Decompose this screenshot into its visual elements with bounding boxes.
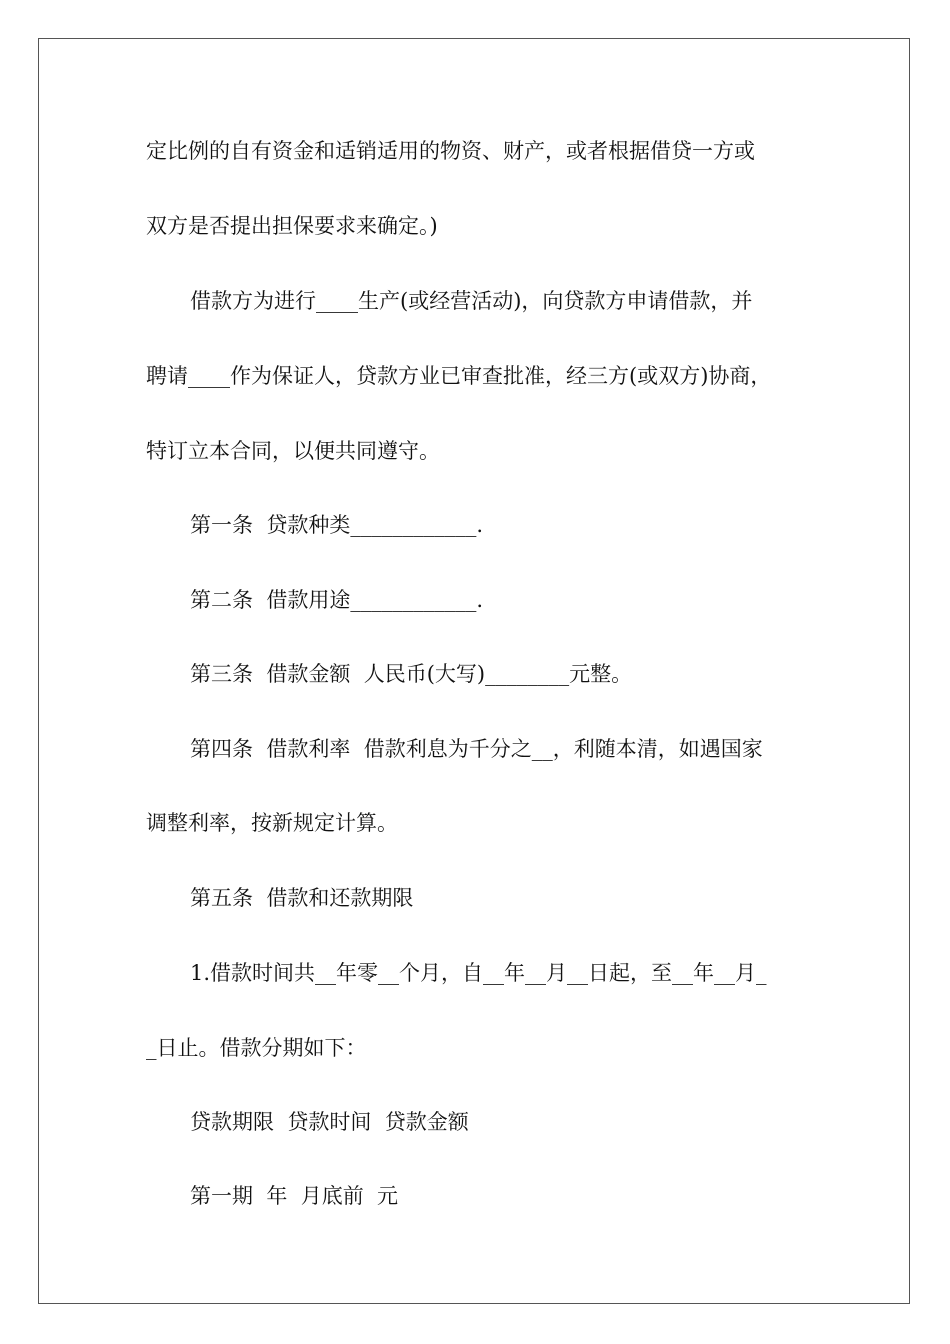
- text-line: 双方是否提出担保要求来确定。): [146, 214, 438, 238]
- text-line: _日止。借款分期如下：: [146, 1036, 367, 1060]
- article-2: 第二条 借款用途____________.: [190, 588, 484, 612]
- article-4: 第四条 借款利率 借款利息为千分之__，利随本清，如遇国家: [190, 737, 763, 761]
- article-1: 第一条 贷款种类____________.: [190, 513, 484, 537]
- table-row: 第一期 年 月底前 元: [190, 1184, 399, 1208]
- table-header: 贷款期限 贷款时间 贷款金额: [190, 1110, 469, 1134]
- article-5: 第五条 借款和还款期限: [190, 886, 414, 910]
- text-line: 定比例的自有资金和适销适用的物资、财产，或者根据借贷一方或: [146, 139, 755, 163]
- text-line: 借款方为进行____生产(或经营活动)，向贷款方申请借款，并: [190, 289, 753, 313]
- text-line: 特订立本合同，以便共同遵守。: [146, 439, 440, 463]
- text-line: 聘请____作为保证人，贷款方业已审查批准，经三方(或双方)协商，: [146, 364, 772, 388]
- text-line: 调整利率，按新规定计算。: [146, 811, 398, 835]
- article-3: 第三条 借款金额 人民币(大写)________元整。: [190, 662, 633, 686]
- text-line: 1.借款时间共__年零__个月，自__年__月__日起，至__年__月_: [190, 961, 767, 985]
